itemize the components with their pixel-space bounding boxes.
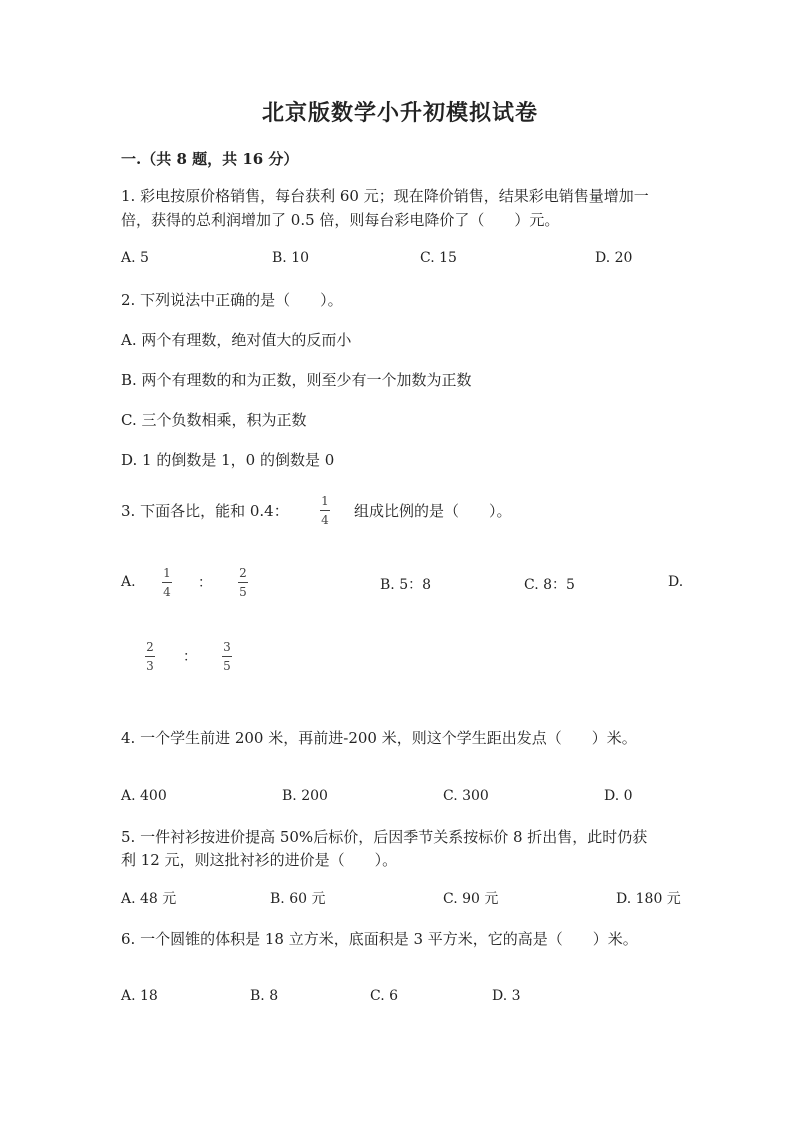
question-3-option-a-label: A.: [121, 574, 136, 590]
question-4-option-d: D. 0: [604, 788, 633, 804]
question-6-option-c: C. 6: [370, 988, 399, 1004]
fraction-numerator: 1: [163, 566, 171, 580]
question-5-option-b: B. 60 元: [270, 891, 326, 907]
question-2-option-d: D. 1 的倒数是 1，0 的倒数是 0: [121, 451, 335, 469]
question-3-option-d-fraction-1: [145, 640, 155, 673]
question-4-option-b: B. 200: [282, 788, 328, 804]
question-3-stem-end: 组成比例的是（ ）。: [354, 502, 512, 520]
section-header: 一.（共 8 题，共 16 分）: [121, 150, 299, 168]
question-3-option-d-fraction-2: [222, 640, 232, 673]
fraction-denominator: 5: [239, 585, 247, 599]
fraction-numerator: 2: [239, 566, 247, 580]
fraction-denominator: 5: [223, 659, 231, 673]
question-2-option-c: C. 三个负数相乘，积为正数: [121, 411, 307, 429]
question-3-option-d-label: D.: [668, 574, 684, 590]
question-3-stem-start: 3. 下面各比，能和 0.4：: [121, 502, 289, 520]
question-1-option-d: D. 20: [595, 250, 633, 266]
question-5-option-c: C. 90 元: [443, 891, 499, 907]
question-3-option-a-fraction-1: [162, 566, 172, 599]
question-2-option-b: B. 两个有理数的和为正数，则至少有一个加数为正数: [121, 371, 472, 389]
question-1-line-1: 1. 彩电按原价格销售，每台获利 60 元；现在降价销售，结果彩电销售量增加一: [121, 187, 649, 205]
question-1-option-a: A. 5: [121, 250, 149, 266]
question-2-stem: 2. 下列说法中正确的是（ ）。: [121, 291, 343, 309]
page-title: 北京版数学小升初模拟试卷: [261, 100, 538, 126]
fraction-bar: [320, 510, 330, 511]
question-1-option-b: B. 10: [272, 250, 310, 266]
fraction-denominator: 4: [321, 513, 329, 527]
question-6-option-a: A. 18: [121, 988, 158, 1004]
fraction-bar: [162, 582, 172, 583]
question-3-stem-fraction: [320, 494, 330, 527]
fraction-bar: [145, 656, 155, 657]
question-1-option-c: C. 15: [420, 250, 457, 266]
question-4-option-c: C. 300: [443, 788, 489, 804]
question-5-line-2: 利 12 元，则这批衬衫的进价是（ ）。: [121, 851, 398, 869]
question-5-option-d: D. 180 元: [616, 891, 681, 907]
question-5-line-1: 5. 一件衬衫按进价提高 50%后标价，后因季节关系按标价 8 折出售，此时仍获: [121, 828, 648, 846]
question-6-stem: 6. 一个圆锥的体积是 18 立方米，底面积是 3 平方米，它的高是（ ）米。: [121, 930, 638, 948]
fraction-numerator: 2: [146, 640, 154, 654]
question-2-option-a: A. 两个有理数，绝对值大的反而小: [121, 331, 352, 349]
fraction-denominator: 4: [163, 585, 171, 599]
question-3-option-c: C. 8：5: [524, 577, 575, 593]
question-5-option-a: A. 48 元: [121, 891, 177, 907]
question-4-stem: 4. 一个学生前进 200 米，再前进-200 米，则这个学生距出发点（ ）米。: [121, 729, 637, 747]
question-3-option-b: B. 5：8: [380, 577, 432, 593]
question-6-option-b: B. 8: [250, 988, 279, 1004]
question-6-option-d: D. 3: [492, 988, 521, 1004]
fraction-numerator: 1: [321, 494, 329, 508]
question-3-option-d-colon: ：: [183, 649, 197, 665]
question-3-option-a-fraction-2: [238, 566, 248, 599]
question-1-line-2: 倍，获得的总利润增加了 0.5 倍，则每台彩电降价了（ ）元。: [121, 211, 560, 229]
fraction-bar: [238, 582, 248, 583]
fraction-bar: [222, 656, 232, 657]
question-3-option-a-colon: ：: [198, 575, 212, 591]
fraction-denominator: 3: [146, 659, 154, 673]
question-4-option-a: A. 400: [121, 788, 167, 804]
fraction-numerator: 3: [223, 640, 231, 654]
